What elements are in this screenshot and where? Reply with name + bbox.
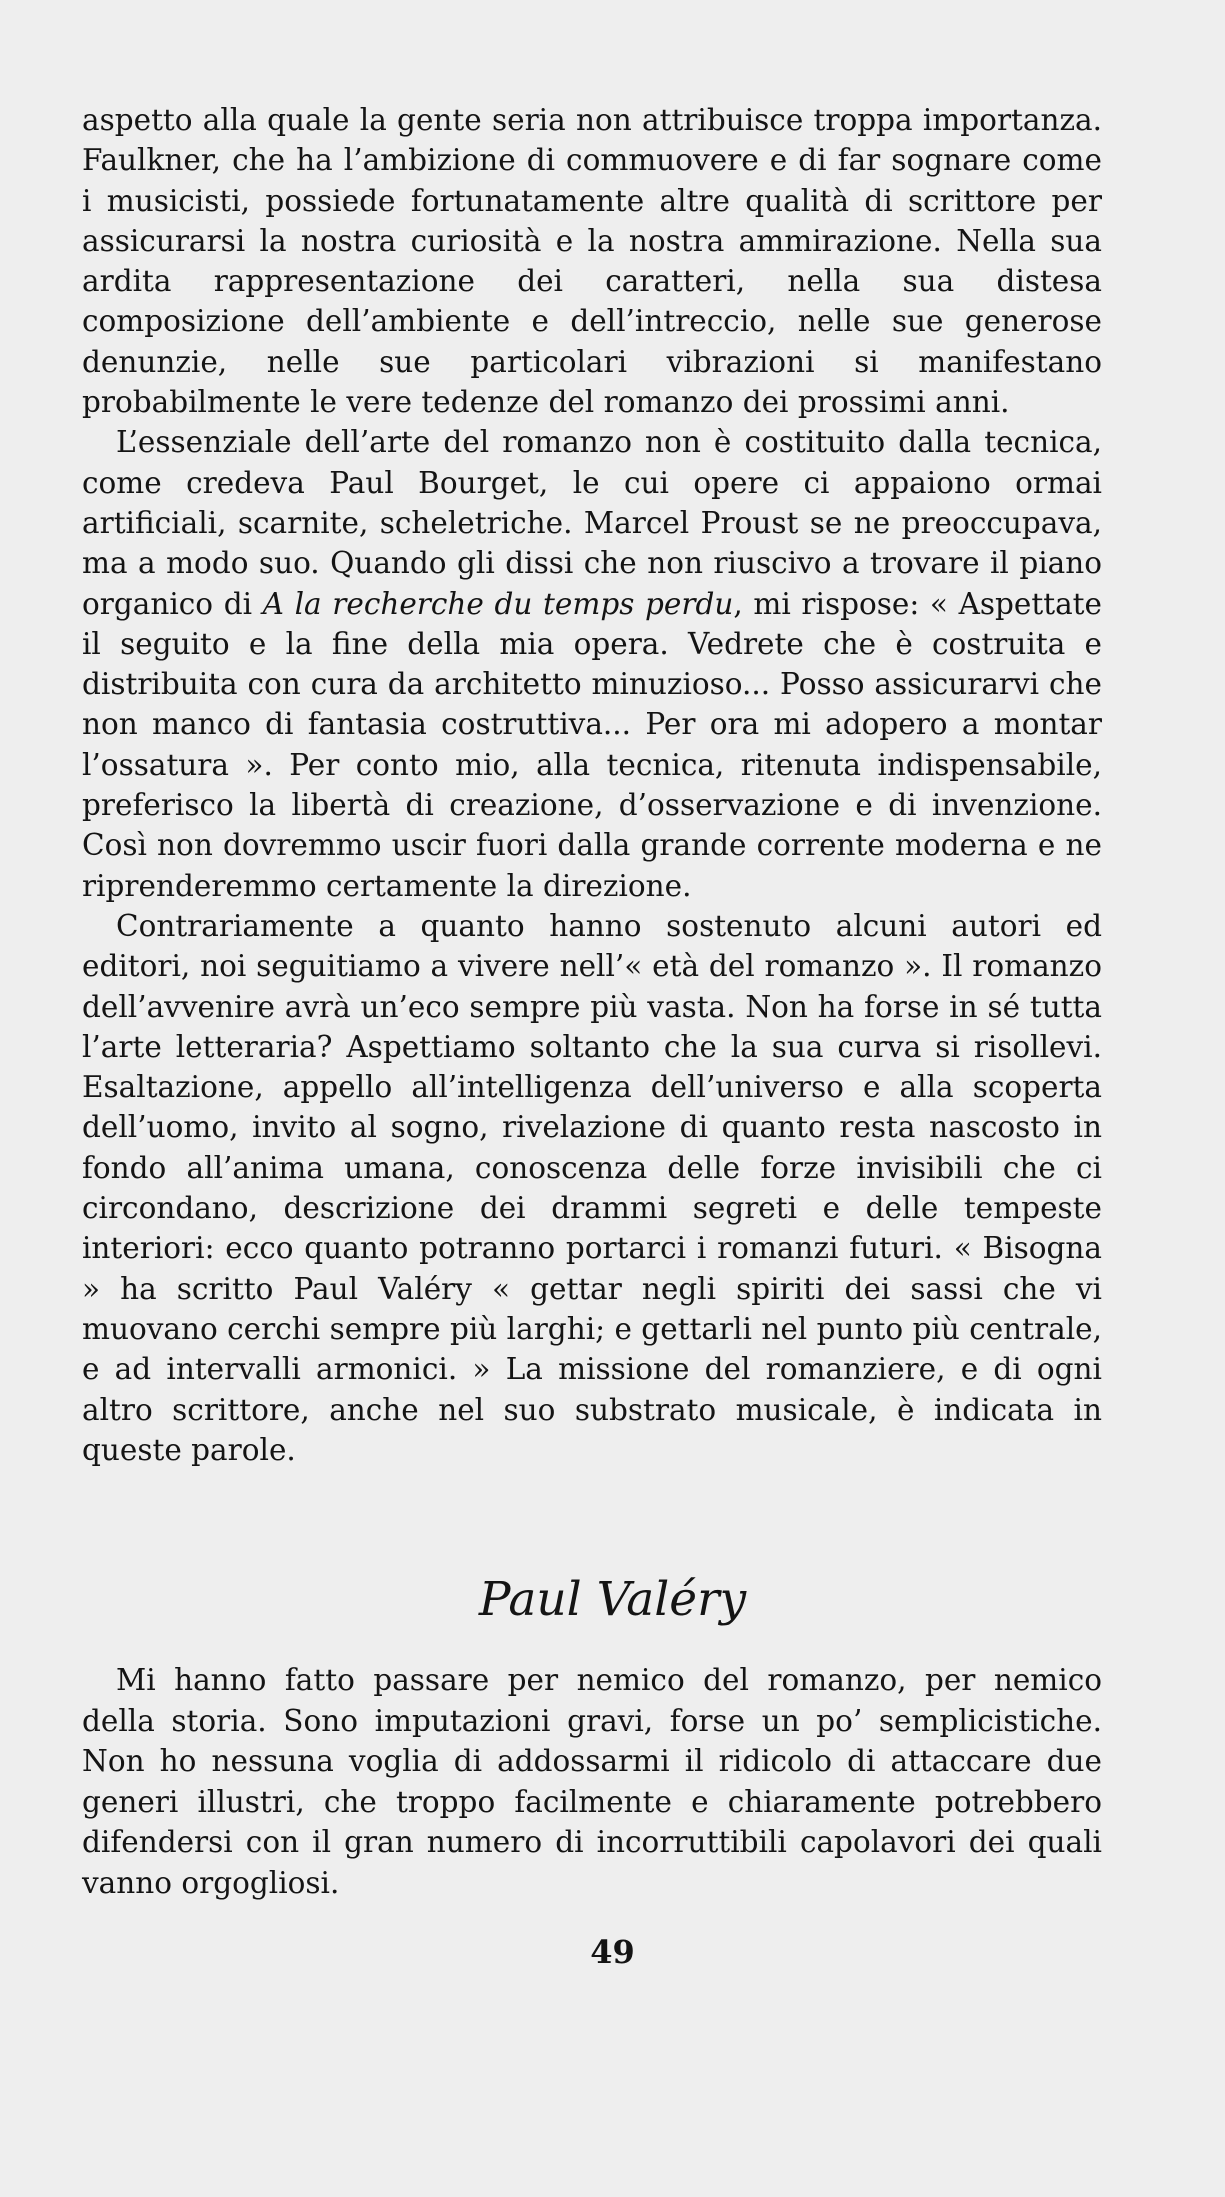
- text-segment: , mi rispose: « Aspettate il seguito e la fine della mia opera. Vedrete che è costruita e distribuita con cura da architetto minuzioso... Posso assicurarvi che non manco di fantasia costruttiva... Per ora mi adopero a montar l’ossatura ». Per conto mio, alla tecnica, ritenuta indispensabile, preferisco la libertà di creazione, d’osservazione e di invenzione. Così non dovremmo uscir fuori dalla grande corrente moderna e ne riprenderemmo certamente la direzione.: [82, 586, 1102, 903]
- paragraph: [82, 422, 1102, 906]
- text-segment: aspetto alla quale la gente seria non attribuisce troppa importanza. Faulkner, che ha l’ambizione di commuovere e di far sognare come i musicisti, possiede fortunatamente altre qualità di scrittore per assicurarsi la nostra curiosità e la nostra ammirazione. Nella sua ardita rappresentazione dei caratteri, nella sua distesa composizione dell’ambiente e dell’intreccio, nelle sue generose denunzie, nelle sue particolari vibrazioni si manifestano probabilmente le vere tedenze del romanzo dei prossimi anni.: [82, 103, 1102, 420]
- text-segment: L’essenziale dell’arte del romanzo non è costituito dalla tecnica, come credeva Paul Bourget, le cui opere ci appaiono ormai artificiali, scarnite, scheletriche. Marcel Proust se ne preoccupava, ma a modo suo. Quando gli dissi che non riuscivo a trovare il piano organico di: [82, 425, 1102, 621]
- paragraph: [82, 1660, 1102, 1903]
- section-heading: Paul Valéry: [478, 1572, 747, 1627]
- text-segment: Mi hanno fatto passare per nemico del romanzo, per nemico della storia. Sono imputazioni gravi, forse un po’ semplicistiche. Non ho nessuna voglia di addossarmi il ridicolo di attaccare due generi illustri, che troppo facilmente e chiaramente potrebbero difendersi con il gran numero di incorruttibili capolavori dei quali vanno orgogliosi.: [82, 1663, 1102, 1900]
- paragraph: [82, 906, 1102, 1470]
- body-text-bottom: [82, 1660, 1102, 1903]
- paragraph: [82, 100, 1102, 422]
- italic-title: A la recherche du temps perdu: [262, 586, 734, 621]
- text-segment: Contrariamente a quanto hanno sostenuto alcuni autori ed editori, noi seguitiamo a vivere nell’« età del romanzo ». Il romanzo dell’avvenire avrà un’eco sempre più vasta. Non ha forse in sé tutta l’arte letteraria? Aspettiamo soltanto che la sua curva si risollevi. Esaltazione, appello all’intelligenza dell’universo e alla scoperta dell’uomo, invito al sogno, rivelazione di quanto resta nascosto in fondo all’anima umana, conoscenza delle forze invisibili che ci circondano, descrizione dei drammi segreti e delle tempeste interiori: ecco quanto potranno portarci i romanzi futuri. « Bisogna » ha scritto Paul Valéry « gettar negli spiriti dei sassi che vi muovano cerchi sempre più larghi; e gettarli nel punto più centrale, e ad intervalli armonici. » La missione del romanziere, e di ogni altro scrittore, anche nel suo substrato musicale, è indicata in queste parole.: [82, 908, 1102, 1467]
- body-text-top: [82, 100, 1102, 1470]
- page-number: 49: [590, 1933, 635, 1971]
